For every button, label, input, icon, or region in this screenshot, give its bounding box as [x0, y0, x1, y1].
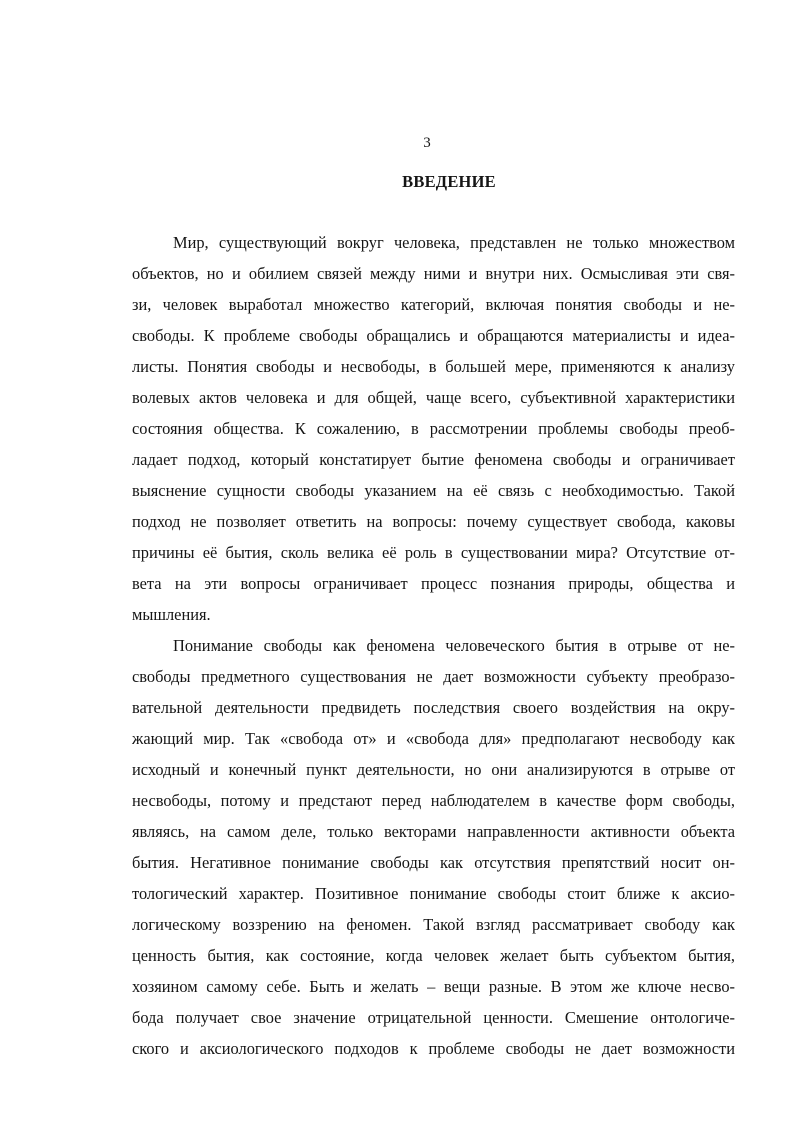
- text-line: выяснение сущности свободы указанием на её связь с необходимостью. Такой: [132, 481, 735, 500]
- text-line: волевых актов человека и для общей, чаще всего, субъективной характеристики: [132, 388, 735, 407]
- text-line: зи, человек выработал множество категорий, включая понятия свободы и не-: [132, 295, 735, 314]
- section-title: ВВЕДЕНИЕ: [402, 172, 496, 191]
- text-line: вета на эти вопросы ограничивает процесс познания природы, общества и: [132, 574, 735, 593]
- text-line: тологический характер. Позитивное понимание свободы стоит ближе к аксио-: [132, 884, 735, 903]
- text-line: Понимание свободы как феномена человеческого бытия в отрыве от не-: [173, 636, 735, 655]
- text-line: состояния общества. К сожалению, в рассмотрении проблемы свободы преоб-: [132, 419, 735, 438]
- text-line: хозяином самому себе. Быть и желать – вещи разные. В этом же ключе несво-: [132, 977, 735, 996]
- text-line: подход не позволяет ответить на вопросы: почему существует свобода, каковы: [132, 512, 735, 531]
- text-line: ценность бытия, как состояние, когда человек желает быть субъектом бытия,: [132, 946, 735, 965]
- text-line: свободы. К проблеме свободы обращались и обращаются материалисты и идеа-: [132, 326, 735, 345]
- text-line: объектов, но и обилием связей между ними и внутри них. Осмысливая эти свя-: [132, 264, 735, 283]
- text-line: ладает подход, который констатирует бытие феномена свободы и ограничивает: [132, 450, 735, 469]
- text-line: причины её бытия, сколь велика её роль в существовании мира? Отсутствие от-: [132, 543, 735, 562]
- text-line: жающий мир. Так «свобода от» и «свобода для» предполагают несвободу как: [132, 729, 735, 748]
- text-line: бытия. Негативное понимание свободы как отсутствия препятствий носит он-: [132, 853, 735, 872]
- text-line: ского и аксиологического подходов к проблеме свободы не дает возможности: [132, 1039, 735, 1058]
- text-line: бода получает свое значение отрицательной ценности. Смешение онтологиче-: [132, 1008, 735, 1027]
- text-line: вательной деятельности предвидеть последствия своего воздействия на окру-: [132, 698, 735, 717]
- text-line: мышления.: [132, 605, 211, 624]
- text-line: являясь, на самом деле, только векторами направленности активности объекта: [132, 822, 735, 841]
- text-line: Мир, существующий вокруг человека, представлен не только множеством: [173, 233, 735, 252]
- text-line: логическому воззрению на феномен. Такой взгляд рассматривает свободу как: [132, 915, 735, 934]
- page-number: 3: [423, 135, 431, 151]
- text-line: несвободы, потому и предстают перед наблюдателем в качестве форм свободы,: [132, 791, 735, 810]
- text-line: исходный и конечный пункт деятельности, но они анализируются в отрыве от: [132, 760, 735, 779]
- text-line: свободы предметного существования не дает возможности субъекту преобразо-: [132, 667, 735, 686]
- text-line: листы. Понятия свободы и несвободы, в большей мере, применяются к анализу: [132, 357, 735, 376]
